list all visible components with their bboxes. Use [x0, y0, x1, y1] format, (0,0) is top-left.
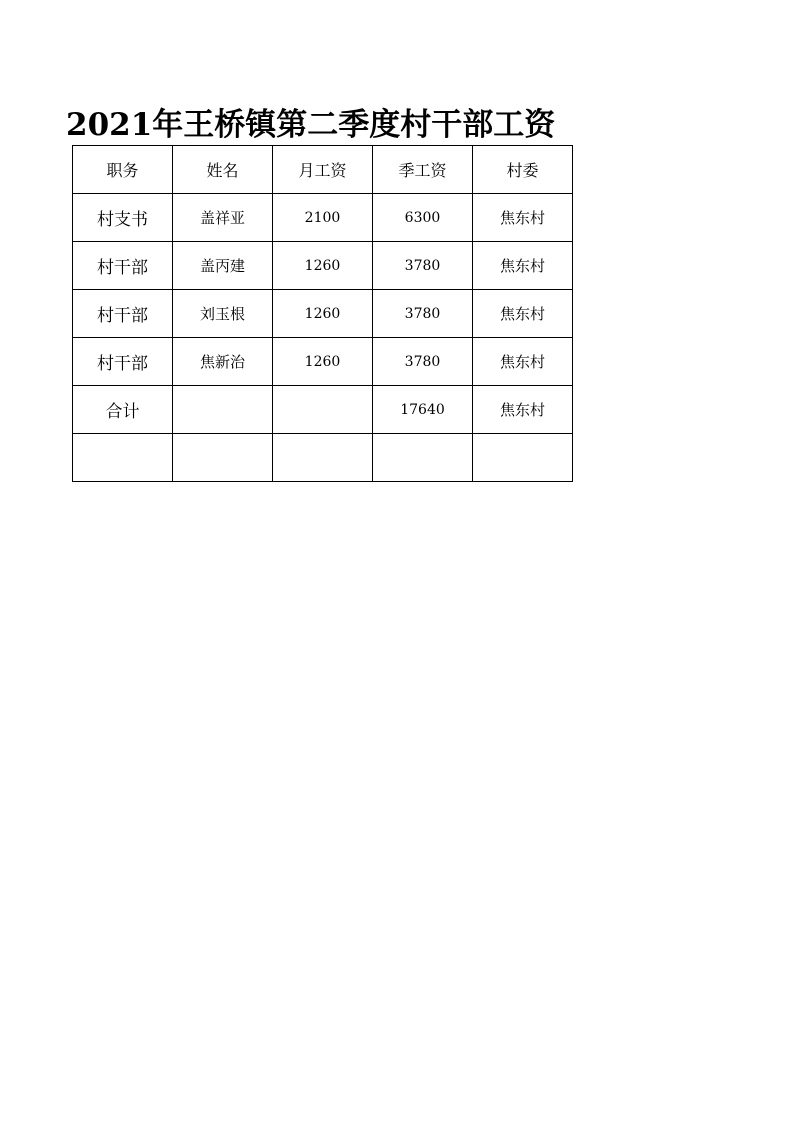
page-title: 2021年王桥镇第二季度村干部工资	[66, 107, 556, 143]
cell-quarterly-salary: 3780	[373, 290, 473, 338]
header-quarterly-salary: 季工资	[373, 146, 473, 194]
cell-monthly-salary: 2100	[273, 194, 373, 242]
salary-table	[72, 145, 573, 482]
cell-village: 焦东村	[473, 386, 573, 434]
cell-empty	[273, 434, 373, 482]
cell-role: 村干部	[73, 290, 173, 338]
empty-row	[73, 434, 573, 482]
cell-empty	[473, 434, 573, 482]
cell-village: 焦东村	[473, 194, 573, 242]
cell-empty	[373, 434, 473, 482]
table-row	[73, 290, 573, 338]
header-name: 姓名	[173, 146, 273, 194]
table-row	[73, 242, 573, 290]
header-monthly-salary: 月工资	[273, 146, 373, 194]
cell-quarterly-salary: 6300	[373, 194, 473, 242]
header-village: 村委	[473, 146, 573, 194]
cell-monthly-salary	[273, 386, 373, 434]
cell-name: 焦新治	[173, 338, 273, 386]
cell-monthly-salary: 1260	[273, 290, 373, 338]
cell-role: 村干部	[73, 242, 173, 290]
header-role: 职务	[73, 146, 173, 194]
table-row	[73, 338, 573, 386]
cell-quarterly-salary: 3780	[373, 242, 473, 290]
cell-monthly-salary: 1260	[273, 242, 373, 290]
cell-name: 刘玉根	[173, 290, 273, 338]
cell-name	[173, 386, 273, 434]
title-container	[66, 103, 576, 147]
cell-village: 焦东村	[473, 242, 573, 290]
table-header-row	[73, 146, 573, 194]
cell-quarterly-salary: 3780	[373, 338, 473, 386]
cell-name: 盖祥亚	[173, 194, 273, 242]
cell-total-label: 合计	[73, 386, 173, 434]
cell-role: 村干部	[73, 338, 173, 386]
total-row	[73, 386, 573, 434]
table-row	[73, 194, 573, 242]
cell-empty	[73, 434, 173, 482]
cell-monthly-salary: 1260	[273, 338, 373, 386]
cell-village: 焦东村	[473, 290, 573, 338]
cell-village: 焦东村	[473, 338, 573, 386]
cell-empty	[173, 434, 273, 482]
cell-role: 村支书	[73, 194, 173, 242]
cell-name: 盖丙建	[173, 242, 273, 290]
cell-total-quarterly-salary: 17640	[373, 386, 473, 434]
